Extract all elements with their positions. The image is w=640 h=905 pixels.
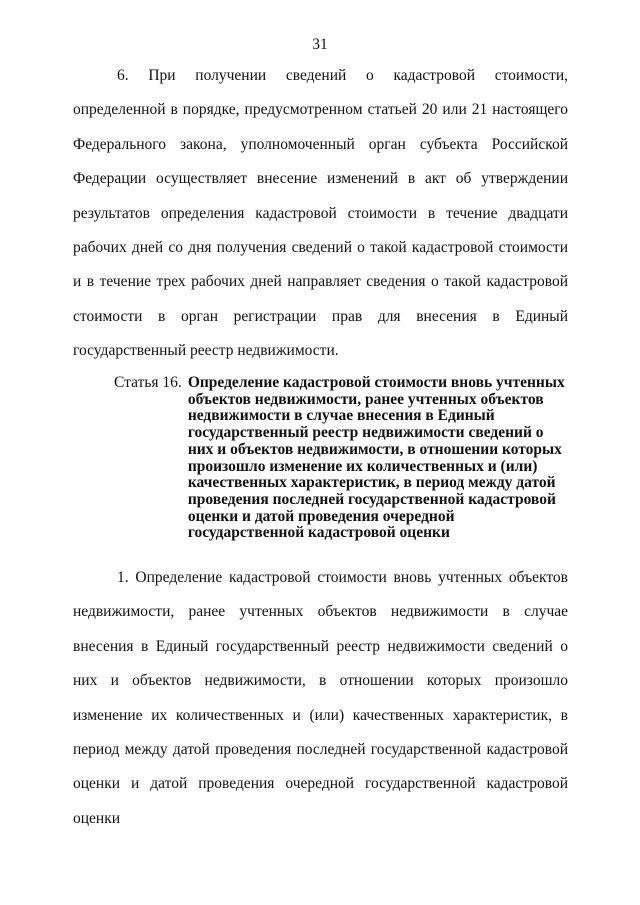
- paragraph-6: 6. При получении сведений о кадастровой стоимости, определенной в порядке, предусмотренном статьей 20 или 21 настоящего Федерального закона, уполномоченный орган субъекта Российской Федерации осуществляет внесение изменений в акт об утверждении результатов определения кадастровой стоимости в течение двадцати рабочих дней со дня получения сведений о такой кадастровой стоимости и в течение трех рабочих дней направляет сведения о такой кадастровой стоимости в орган регистрации прав для внесения в Единый государственный реестр недвижимости.: [73, 67, 568, 360]
- article-title: Определение кадастровой стоимости вновь учтенных объектов недвижимости, ранее учтенных объектов недвижимости в случае внесения в Единый государственный реестр недвижимости сведений о них и объектов недвижимости, в отношении которых произошло изменение их количественных и (или) качественных характеристик, в период между датой проведения последней государственной кадастровой оценки и датой проведения очередной государственной кадастровой оценки: [187, 374, 565, 542]
- article-heading: [114, 375, 570, 542]
- article-label: Статья 16.: [114, 374, 182, 391]
- paragraph-1: 1. Определение кадастровой стоимости вновь учтенных объектов недвижимости, ранее учтенных объектов недвижимости в случае внесения в Единый государственный реестр недвижимости сведений о них и объектов недвижимости, в отношении которых произошло изменение их количественных и (или) качественных характеристик, в период между датой проведения последней государственной кадастровой оценки и датой проведения очередной государственной кадастровой оценки: [73, 569, 568, 827]
- page-number: 31: [312, 36, 328, 53]
